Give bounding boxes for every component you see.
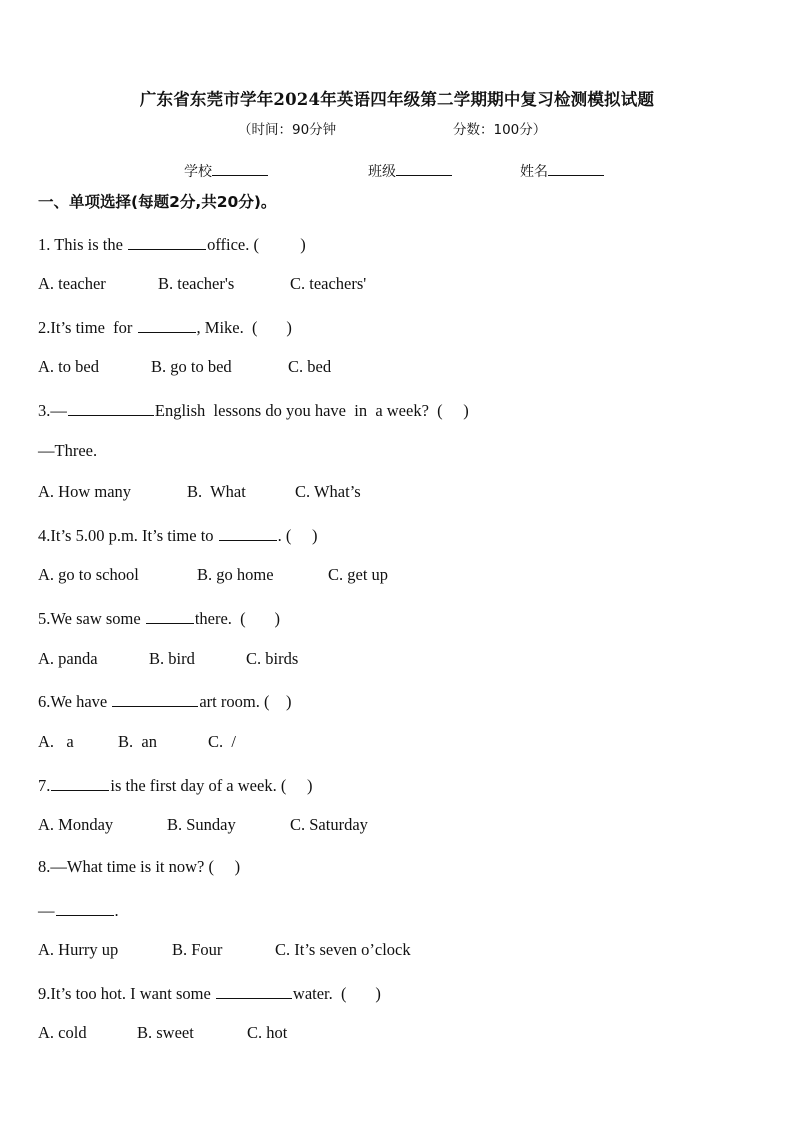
score-label: 分数：100分） — [453, 122, 547, 138]
option-a[interactable]: A. panda — [38, 649, 98, 668]
option-a[interactable]: A. a — [38, 732, 74, 751]
option-c[interactable]: C. hot — [247, 1023, 288, 1042]
school-label: 学校 — [184, 164, 212, 180]
option-c[interactable]: C. / — [208, 732, 236, 751]
answer-blank[interactable] — [138, 316, 196, 333]
answer-blank[interactable] — [112, 690, 198, 707]
option-b[interactable]: B. an — [118, 732, 157, 751]
section-title: 一、单项选择(每题2分,共20分)。 — [38, 193, 277, 211]
name-field — [520, 161, 604, 181]
option-c[interactable]: C. bed — [288, 357, 332, 376]
option-a[interactable]: A. Hurry up — [38, 940, 119, 959]
option-c[interactable]: C. It’s seven o’clock — [275, 940, 411, 959]
option-a[interactable]: A. How many — [38, 482, 132, 501]
option-b[interactable]: B. go home — [197, 565, 274, 584]
answer-blank[interactable] — [219, 524, 277, 541]
class-blank[interactable] — [396, 161, 452, 176]
question-4: 4.It’s 5.00 p.m. It’s time to . ( ) — [38, 526, 318, 545]
option-a[interactable]: A. go to school — [38, 565, 139, 584]
option-b[interactable]: B. sweet — [137, 1023, 194, 1042]
option-c[interactable]: C. Saturday — [290, 815, 368, 834]
option-b[interactable]: B. teacher's — [158, 274, 235, 293]
question-7: 7. is the first day of a week. ( ) — [38, 776, 313, 795]
option-a[interactable]: A. cold — [38, 1023, 87, 1042]
question-2: 2.It’s time for , Mike. ( ) — [38, 318, 292, 337]
option-a[interactable]: A. teacher — [38, 274, 106, 293]
answer-blank[interactable] — [51, 774, 109, 791]
question-8-answer: — . — [38, 901, 119, 920]
question-8: 8.—What time is it now? ( ) — [38, 857, 241, 876]
class-label: 班级 — [368, 164, 396, 180]
option-c[interactable]: C. birds — [246, 649, 299, 668]
school-blank[interactable] — [212, 161, 268, 176]
option-b[interactable]: B. Sunday — [167, 815, 236, 834]
option-c[interactable]: C. teachers' — [290, 274, 367, 293]
question-9: 9.It’s too hot. I want some water. ( ) — [38, 984, 381, 1003]
answer-blank[interactable] — [68, 399, 154, 416]
question-3-answer: —Three. — [38, 441, 98, 460]
name-blank[interactable] — [548, 161, 604, 176]
option-b[interactable]: B. Four — [172, 940, 223, 959]
option-b[interactable]: B. go to bed — [151, 357, 232, 376]
option-a[interactable]: A. to bed — [38, 357, 99, 376]
option-b[interactable]: B. What — [187, 482, 246, 501]
page-title: 广东省东莞市学年2024年英语四年级第二学期期中复习检测模拟试题 — [139, 90, 655, 109]
time-label: （时间：90分钟 — [238, 122, 337, 138]
question-3: 3.— English lessons do you have in a week? ( ) — [38, 401, 469, 420]
answer-blank[interactable] — [216, 982, 292, 999]
option-c[interactable]: C. What’s — [295, 482, 361, 501]
answer-blank[interactable] — [128, 233, 206, 250]
option-c[interactable]: C. get up — [328, 565, 389, 584]
option-b[interactable]: B. bird — [149, 649, 195, 668]
question-6: 6.We have art room. ( ) — [38, 692, 292, 711]
name-label: 姓名 — [520, 164, 548, 180]
school-field — [184, 161, 268, 181]
option-a[interactable]: A. Monday — [38, 815, 114, 834]
answer-blank[interactable] — [56, 899, 114, 916]
question-5: 5.We saw some there. ( ) — [38, 609, 281, 628]
class-field — [368, 161, 452, 181]
question-1: 1. This is the office. ( ) — [38, 235, 306, 254]
answer-blank[interactable] — [146, 607, 194, 624]
